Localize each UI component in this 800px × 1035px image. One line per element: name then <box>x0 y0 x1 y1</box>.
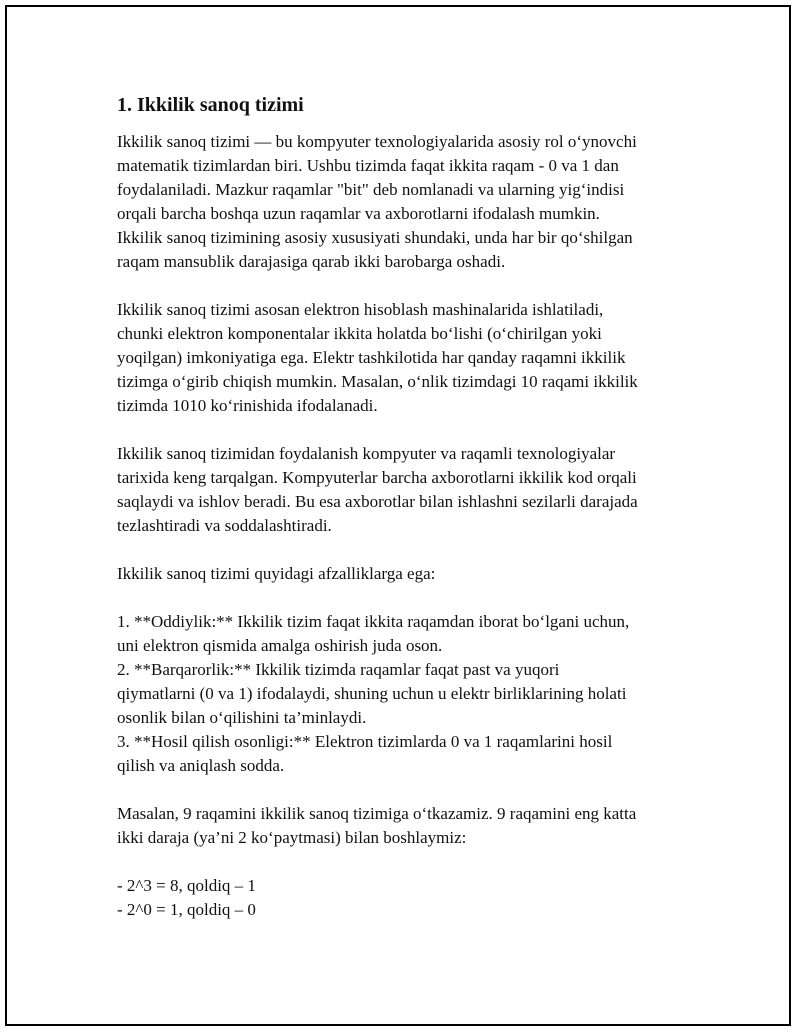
list-item-line: - 2^3 = 8, qoldiq – 1 <box>117 876 256 895</box>
paragraph-example <box>117 802 717 850</box>
paragraph-history <box>117 442 717 538</box>
text-line: Ikkilik sanoq tizimining asosiy xususiyati shundaki, unda har bir qo‘shilgan <box>117 228 633 247</box>
list-item-line: 2. **Barqarorlik:** Ikkilik tizimda raqamlar faqat past va yuqori <box>117 660 560 679</box>
text-line: Masalan, 9 raqamini ikkilik sanoq tizimiga o‘tkazamiz. 9 raqamini eng katta <box>117 804 637 823</box>
text-line: tezlashtiradi va soddalashtiradi. <box>117 516 332 535</box>
text-line: raqam mansublik darajasiga qarab ikki barobarga oshadi. <box>117 252 506 271</box>
list-item-line: uni elektron qismida amalga oshirish juda oson. <box>117 636 443 655</box>
text-line: Ikkilik sanoq tizimi quyidagi afzalliklarga ega: <box>117 564 436 583</box>
list-item-line: qilish va aniqlash sodda. <box>117 756 285 775</box>
document-body <box>117 92 717 946</box>
text-line: foydalaniladi. Mazkur raqamlar "bit" deb nomlanadi va ularning yig‘indisi <box>117 180 625 199</box>
paragraph-advantages-intro <box>117 562 717 586</box>
example-steps-list <box>117 874 717 922</box>
text-line: Ikkilik sanoq tizimidan foydalanish kompyuter va raqamli texnologiyalar <box>117 444 616 463</box>
text-line: tizimda 1010 ko‘rinishida ifodalanadi. <box>117 396 378 415</box>
list-item-line: qiymatlarni (0 va 1) ifodalaydi, shuning uchun u elektr birliklarining holati <box>117 684 627 703</box>
text-line: tarixida keng tarqalgan. Kompyuterlar barcha axborotlarni ikkilik kod orqali <box>117 468 637 487</box>
list-item-line: 1. **Oddiylik:** Ikkilik tizim faqat ikkita raqamdan iborat bo‘lgani uchun, <box>117 612 630 631</box>
list-item-line: - 2^0 = 1, qoldiq – 0 <box>117 900 256 919</box>
text-line: matematik tizimlardan biri. Ushbu tizimda faqat ikkita raqam - 0 va 1 dan <box>117 156 619 175</box>
text-line: saqlaydi va ishlov beradi. Bu esa axborotlar bilan ishlashni sezilarli darajada <box>117 492 638 511</box>
text-line: orqali barcha boshqa uzun raqamlar va axborotlarni ifodalash mumkin. <box>117 204 600 223</box>
section-heading: 1. Ikkilik sanoq tizimi <box>117 94 304 116</box>
text-line: yoqilgan) imkoniyatiga ega. Elektr tashkilotida har qanday raqamni ikkilik <box>117 348 626 367</box>
text-line: Ikkilik sanoq tizimi — bu kompyuter texnologiyalarida asosiy rol o‘ynovchi <box>117 132 637 151</box>
text-line: Ikkilik sanoq tizimi asosan elektron hisoblash mashinalarida ishlatiladi, <box>117 300 604 319</box>
advantages-list <box>117 610 717 778</box>
paragraph-intro <box>117 130 717 274</box>
paragraph-electronics <box>117 298 717 418</box>
text-line: chunki elektron komponentalar ikkita holatda bo‘lishi (o‘chirilgan yoki <box>117 324 602 343</box>
text-line: tizimga o‘girib chiqish mumkin. Masalan, o‘nlik tizimdagi 10 raqami ikkilik <box>117 372 638 391</box>
list-item-line: 3. **Hosil qilish osonligi:** Elektron tizimlarda 0 va 1 raqamlarini hosil <box>117 732 613 751</box>
list-item-line: osonlik bilan o‘qilishini ta’minlaydi. <box>117 708 367 727</box>
text-line: ikki daraja (ya’ni 2 ko‘paytmasi) bilan boshlaymiz: <box>117 828 467 847</box>
